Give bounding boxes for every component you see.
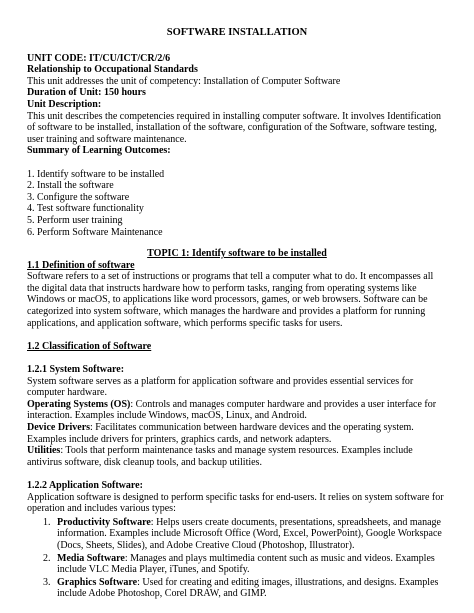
unit-code: UNIT CODE: IT/CU/ICT/CR/2/6 — [27, 52, 171, 64]
duration: Duration of Unit: 150 hours — [27, 87, 146, 99]
application-item-term: Productivity Software — [57, 516, 151, 528]
application-software-text: Application software is designed to perform specific tasks for end-users. It relies on system software for operation and includes various types: — [27, 491, 444, 515]
application-item-term: Media Software — [57, 552, 125, 564]
system-item-text: : Facilitates communication between hardware devices and the operating system. Examples include drivers for printers, graphics cards, and network adapters. — [27, 422, 414, 445]
application-item-text: : Used for creating and editing images, illustrations, and designs. Examples include Adobe Photoshop, Corel DRAW, and GIMP. — [57, 576, 439, 600]
description-text: This unit describes the competencies required in installing computer software. It involves Identification of software to be installed, installation of the software, configuration of the Software, software testing, user training and software maintenance. — [27, 110, 442, 145]
description-heading: Unit Description: — [27, 98, 102, 110]
system-item-term: Utilities — [27, 445, 61, 457]
outcomes-heading: Summary of Learning Outcomes: — [27, 145, 171, 157]
outcomes-list — [27, 169, 447, 239]
outcome-item: 5. Perform user training — [27, 214, 123, 226]
outcome-item: 2. Install the software — [27, 180, 114, 192]
application-item-text: : Manages and plays multimedia content such as music and videos. Examples include VLC Media Player, iTunes, and Spotify. — [57, 552, 435, 576]
classification-heading: 1.2 Classification of Software — [27, 340, 152, 352]
definition-heading: 1.1 Definition of software — [27, 259, 135, 271]
application-item-text: : Helps users create documents, presentations, spreadsheets, and manage information. Examples include Microsoft Office (Word, Excel, PowerPoint), Google Workspace (Docs, Sheets, Slides), and Adobe Creative Cloud (Photoshop, Illustrator). — [57, 516, 442, 551]
system-item-text: : Controls and manages computer hardware and provides a user interface for interaction. Examples include Windows, macOS, Linux, and Android. — [27, 398, 437, 422]
system-item-text: : Tools that perform maintenance tasks and manage system resources. Examples include antivirus software, disk cleanup tools, and backup utilities. — [27, 445, 413, 468]
topic-heading: TOPIC 1: Identify software to be installed — [147, 248, 327, 260]
document-page — [27, 27, 447, 601]
system-software-heading: 1.2.1 System Software: — [27, 364, 125, 376]
definition-text: Software refers to a set of instructions or programs that tell a computer what to do. It encompasses all the digital data that instructs hardware how to perform tasks, ranging from operating systems like Windows or macOS, to applications like word processors, games, or web browsers. Software can be categorized into system software, which manages the hardware and provides a platform for running applications, and application software, which performs specific tasks for users. — [27, 271, 434, 329]
application-software-heading: 1.2.2 Application Software: — [27, 479, 143, 491]
system-software-text: System software serves as a platform for application software and provides essential services for computer hardware. — [27, 375, 414, 399]
system-item-term: Operating Systems (OS) — [27, 398, 131, 410]
application-item — [53, 553, 447, 576]
application-types-list — [27, 517, 447, 600]
application-item-term: Graphics Software — [57, 576, 138, 588]
relationship-text: This unit addresses the unit of competency: Installation of Computer Software — [27, 75, 341, 87]
application-item — [53, 517, 447, 552]
outcome-item: 6. Perform Software Maintenance — [27, 226, 163, 238]
outcome-item: 4. Test software functionality — [27, 203, 144, 215]
application-item — [53, 577, 447, 600]
system-item — [27, 422, 447, 445]
relationship-heading: Relationship to Occupational Standards — [27, 64, 198, 76]
outcome-item: 3. Configure the software — [27, 191, 130, 203]
system-item — [27, 445, 447, 468]
system-item — [27, 399, 447, 422]
document-title: SOFTWARE INSTALLATION — [166, 27, 308, 38]
system-item-term: Device Drivers — [27, 422, 91, 433]
outcome-item: 1. Identify software to be installed — [27, 168, 165, 180]
